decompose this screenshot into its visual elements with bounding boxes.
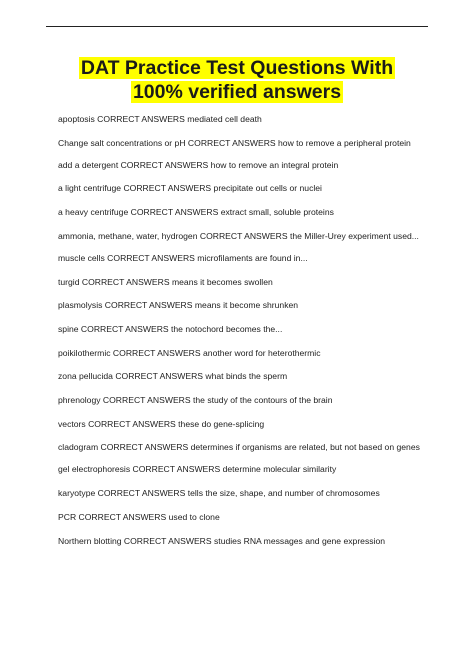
qa-item: a light centrifuge CORRECT ANSWERS precipitate out cells or nuclei [58, 183, 322, 194]
qa-item: phrenology CORRECT ANSWERS the study of the contours of the brain [58, 395, 333, 406]
qa-item: Change salt concentrations or pH CORRECT ANSWERS how to remove a peripheral protein [58, 137, 411, 148]
qa-item: apoptosis CORRECT ANSWERS mediated cell death [58, 114, 262, 124]
qa-item: a heavy centrifuge CORRECT ANSWERS extract small, soluble proteins [58, 207, 334, 218]
qa-item: vectors CORRECT ANSWERS these do gene-splicing [58, 418, 265, 429]
qa-item: PCR CORRECT ANSWERS used to clone [58, 511, 220, 522]
qa-item: poikilothermic CORRECT ANSWERS another word for heterothermic [58, 347, 321, 358]
header-rule [46, 26, 428, 27]
title-block [56, 56, 418, 104]
qa-list [58, 114, 430, 559]
document-title: DAT Practice Test Questions With 100% verified answers [80, 57, 394, 103]
qa-item: cladogram CORRECT ANSWERS determines if organisms are related, but not based on genes [58, 442, 420, 453]
qa-item: zona pellucida CORRECT ANSWERS what binds the sperm [58, 371, 288, 382]
qa-item: turgid CORRECT ANSWERS means it becomes swollen [58, 276, 273, 287]
qa-item: gel electrophoresis CORRECT ANSWERS determine molecular similarity [58, 464, 337, 475]
qa-item: add a detergent CORRECT ANSWERS how to remove an integral protein [58, 159, 339, 170]
qa-item: muscle cells CORRECT ANSWERS microfilaments are found in... [58, 252, 308, 263]
qa-item: karyotype CORRECT ANSWERS tells the size, shape, and number of chromosomes [58, 488, 380, 499]
qa-item: Northern blotting CORRECT ANSWERS studies RNA messages and gene expression [58, 535, 386, 546]
qa-item: plasmolysis CORRECT ANSWERS means it become shrunken [58, 300, 299, 311]
qa-item: spine CORRECT ANSWERS the notochord becomes the... [58, 323, 283, 334]
qa-item: ammonia, methane, water, hydrogen CORRECT ANSWERS the Miller-Urey experiment used... [58, 230, 419, 241]
